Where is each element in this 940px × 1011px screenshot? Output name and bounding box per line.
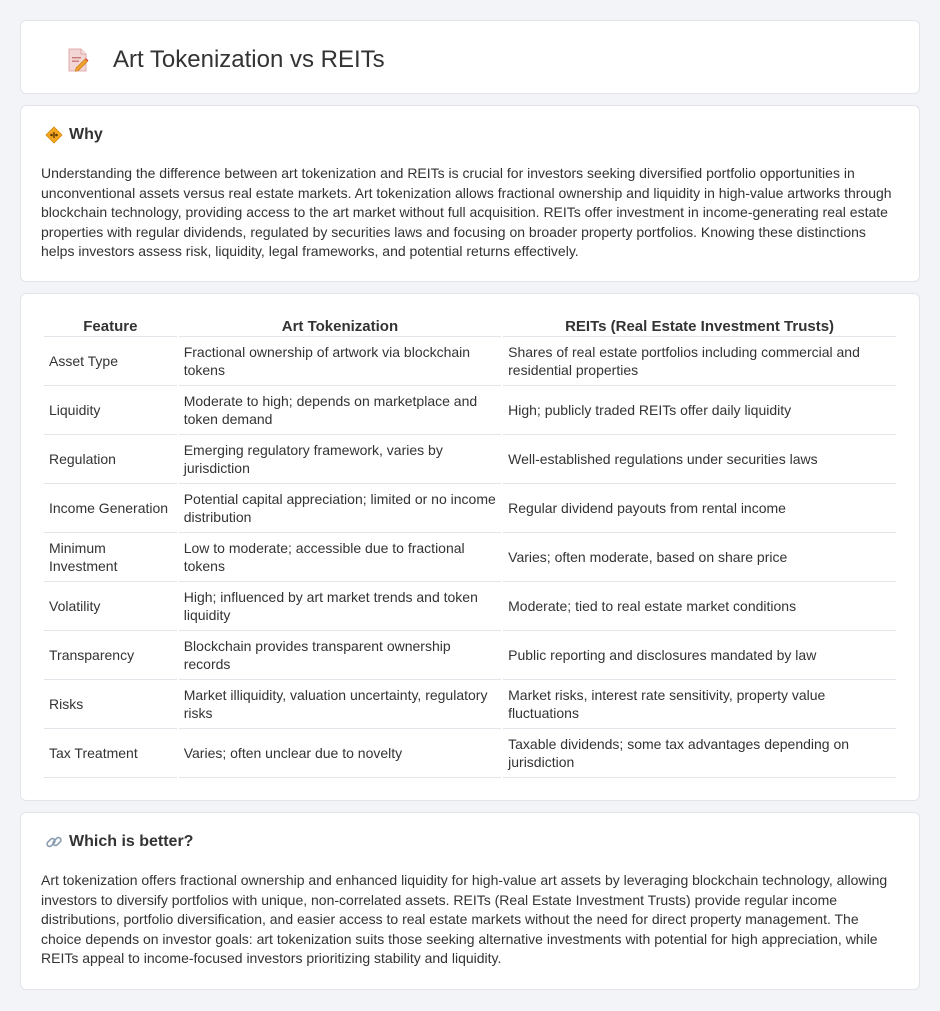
why-section: [20, 105, 920, 282]
better-title: Which is better?: [69, 833, 194, 850]
reits-cell: Varies; often moderate, based on share price: [503, 533, 896, 582]
reits-cell: Well-established regulations under securities laws: [503, 435, 896, 484]
art-cell: Potential capital appreciation; limited or no income distribution: [179, 484, 501, 533]
feature-cell: Transparency: [44, 631, 177, 680]
art-cell: Low to moderate; accessible due to fractional tokens: [179, 533, 501, 582]
table-row: [44, 631, 896, 680]
art-cell: Moderate to high; depends on marketplace and token demand: [179, 386, 501, 435]
feature-cell: Liquidity: [44, 386, 177, 435]
better-heading: [45, 833, 193, 851]
link-icon: [45, 833, 63, 851]
reits-cell: Shares of real estate portfolios including commercial and residential properties: [503, 337, 896, 386]
better-text: Art tokenization offers fractional ownership and enhanced liquidity for high-value art assets by leveraging blockchain technology, allowing investors to diversify portfolios with unique, non-correlated assets. REITs (Real Estate Investment Trusts) provide regular income distributions, portfolio diversification, and easier access to real estate markets without the need for direct property management. The choice depends on investor goals: art tokenization suits those seeking alternative investments with potential for high appreciation, while REITs appeal to income-focused investors prioritizing stability and liquidity.: [41, 872, 888, 966]
table-row: [44, 680, 896, 729]
table-row: [44, 582, 896, 631]
header-art-tokenization: Art Tokenization: [179, 315, 501, 337]
table-row: [44, 435, 896, 484]
table-row: [44, 729, 896, 778]
feature-cell: Risks: [44, 680, 177, 729]
document-pen-icon: [67, 48, 89, 72]
art-cell: Blockchain provides transparent ownership records: [179, 631, 501, 680]
reits-cell: Regular dividend payouts from rental income: [503, 484, 896, 533]
header-card: [20, 20, 920, 94]
table-row: [44, 386, 896, 435]
feature-cell: Asset Type: [44, 337, 177, 386]
why-text: Understanding the difference between art tokenization and REITs is crucial for investors seeking diversified portfolio opportunities in unconventional assets versus real estate markets. Art tokenization allows fractional ownership and liquidity in high-value artworks through blockchain technology, providing access to the art market without full acquisition. REITs offer investment in income-generating real estate properties with regular dividends, regulated by securities laws and focusing on broader property portfolios. Knowing these distinctions helps investors assess risk, liquidity, legal frameworks, and potential returns effectively.: [41, 165, 892, 259]
table-row: [44, 337, 896, 386]
table-row: [44, 484, 896, 533]
art-cell: High; influenced by art market trends and token liquidity: [179, 582, 501, 631]
feature-cell: Minimum Investment: [44, 533, 177, 582]
page-title: Art Tokenization vs REITs: [113, 46, 385, 73]
reits-cell: Market risks, interest rate sensitivity, property value fluctuations: [503, 680, 896, 729]
comparison-table: [42, 315, 898, 778]
header-feature: Feature: [44, 315, 177, 337]
feature-cell: Income Generation: [44, 484, 177, 533]
reits-cell: Public reporting and disclosures mandated by law: [503, 631, 896, 680]
feature-cell: Volatility: [44, 582, 177, 631]
table-header-row: [44, 315, 896, 337]
art-cell: Market illiquidity, valuation uncertainty, regulatory risks: [179, 680, 501, 729]
table-row: [44, 533, 896, 582]
art-cell: Emerging regulatory framework, varies by jurisdiction: [179, 435, 501, 484]
reits-cell: High; publicly traded REITs offer daily liquidity: [503, 386, 896, 435]
reits-cell: Moderate; tied to real estate market conditions: [503, 582, 896, 631]
why-heading: [45, 126, 103, 144]
reits-cell: Taxable dividends; some tax advantages depending on jurisdiction: [503, 729, 896, 778]
diamond-sign-icon: [45, 126, 63, 144]
feature-cell: Regulation: [44, 435, 177, 484]
header-reits: REITs (Real Estate Investment Trusts): [503, 315, 896, 337]
feature-cell: Tax Treatment: [44, 729, 177, 778]
art-cell: Varies; often unclear due to novelty: [179, 729, 501, 778]
comparison-table-card: [20, 293, 920, 801]
art-cell: Fractional ownership of artwork via blockchain tokens: [179, 337, 501, 386]
why-title: Why: [69, 126, 103, 143]
which-is-better-section: [20, 812, 920, 990]
